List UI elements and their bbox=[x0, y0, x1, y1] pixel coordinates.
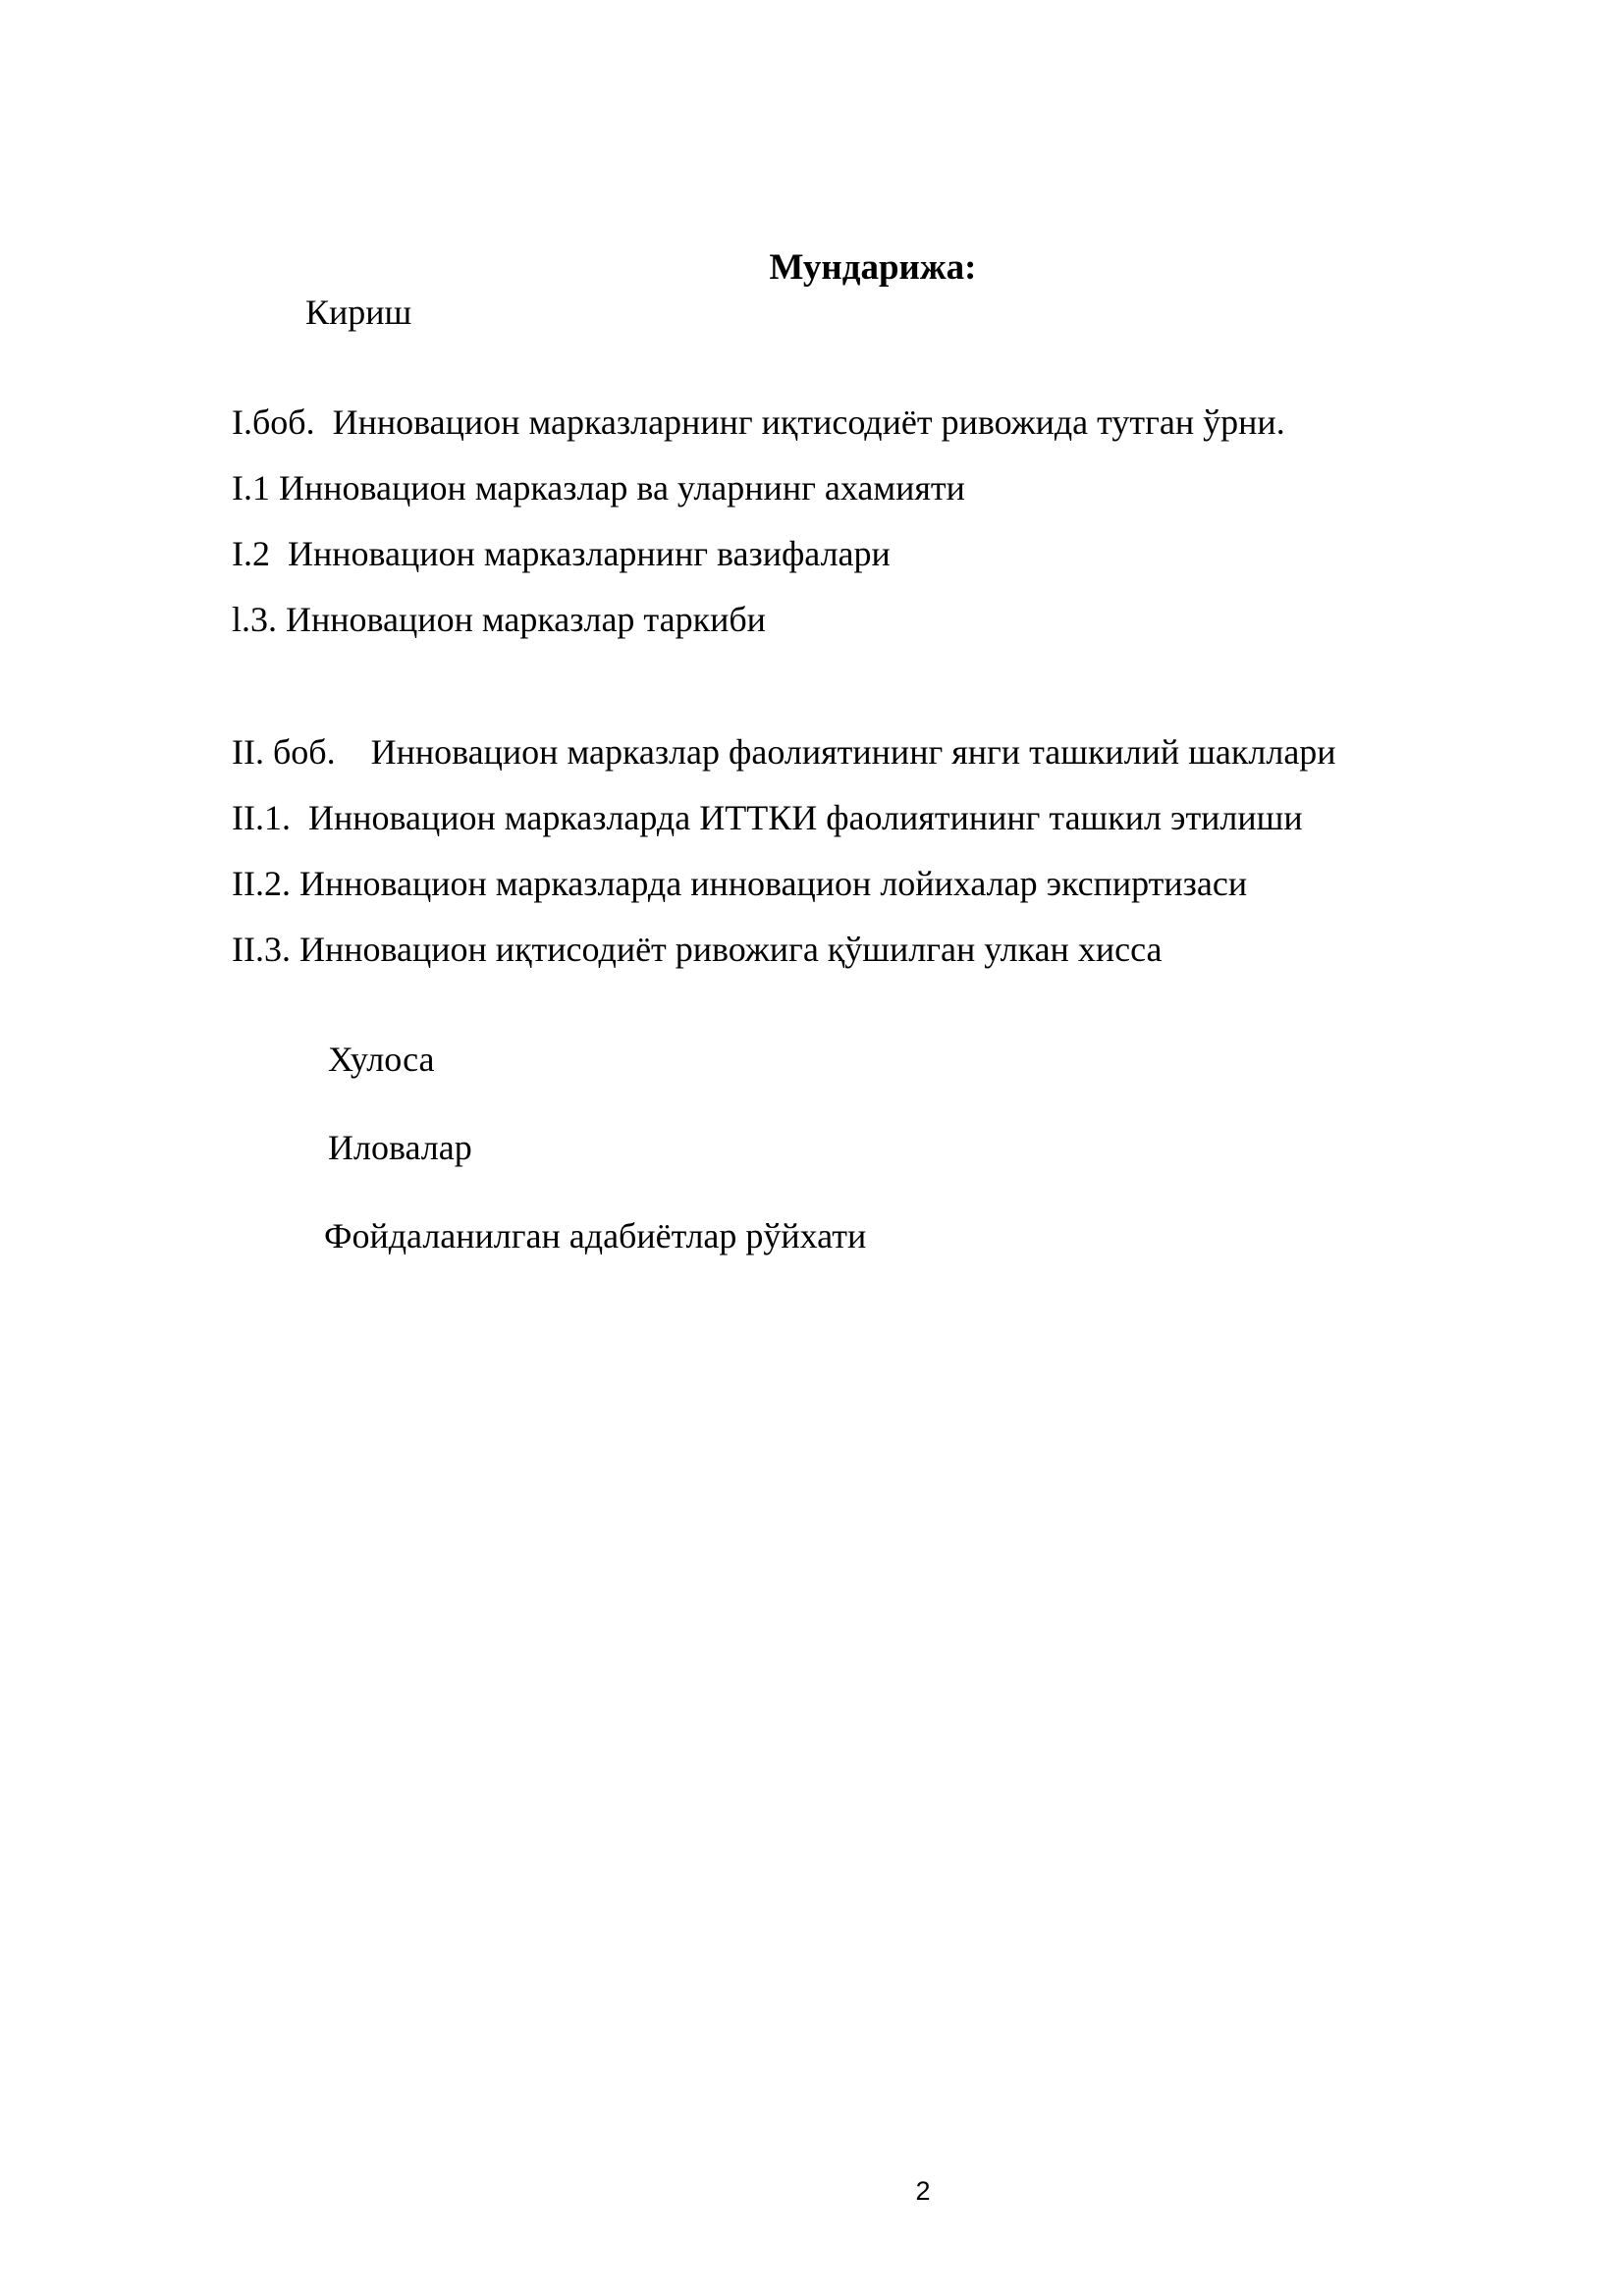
toc-section-1-3: l.3. Инновацион марказлар таркиби bbox=[232, 600, 766, 639]
toc-section-1-1: I.1 Инновацион марказлар ва уларнинг ахамияти bbox=[232, 468, 965, 507]
toc-section-2-3: II.3. Инновацион иқтисодиёт ривожига қўшилган улкан хисса bbox=[232, 930, 1163, 969]
toc-chapter-1-heading: I.боб. Инновацион марказларнинг иқтисодиёт ривожида тутган ўрни. bbox=[232, 402, 1285, 442]
toc-section-1-2: I.2 Инновацион марказларнинг вазифалари bbox=[232, 534, 891, 573]
page-number: 2 bbox=[915, 2176, 931, 2206]
toc-title: Мундарижа: bbox=[769, 247, 977, 288]
toc-chapter-2-heading: II. боб. Инновацион марказлар фаолиятининг янги ташкилий шакллари bbox=[232, 732, 1336, 772]
toc-section-2-2: II.2. Инновацион марказларда инновацион лойихалар экспиртизаси bbox=[232, 864, 1248, 903]
toc-item-conclusion: Хулоса bbox=[328, 1040, 435, 1079]
toc-item-intro: Кириш bbox=[305, 293, 412, 332]
toc-item-references: Фойдаланилган адабиётлар рўйхати bbox=[324, 1216, 867, 1255]
toc-section-2-1: II.1. Инновацион марказларда ИТТКИ фаолиятининг ташкил этилиши bbox=[232, 798, 1303, 837]
toc-item-appendices: Иловалар bbox=[328, 1128, 472, 1167]
